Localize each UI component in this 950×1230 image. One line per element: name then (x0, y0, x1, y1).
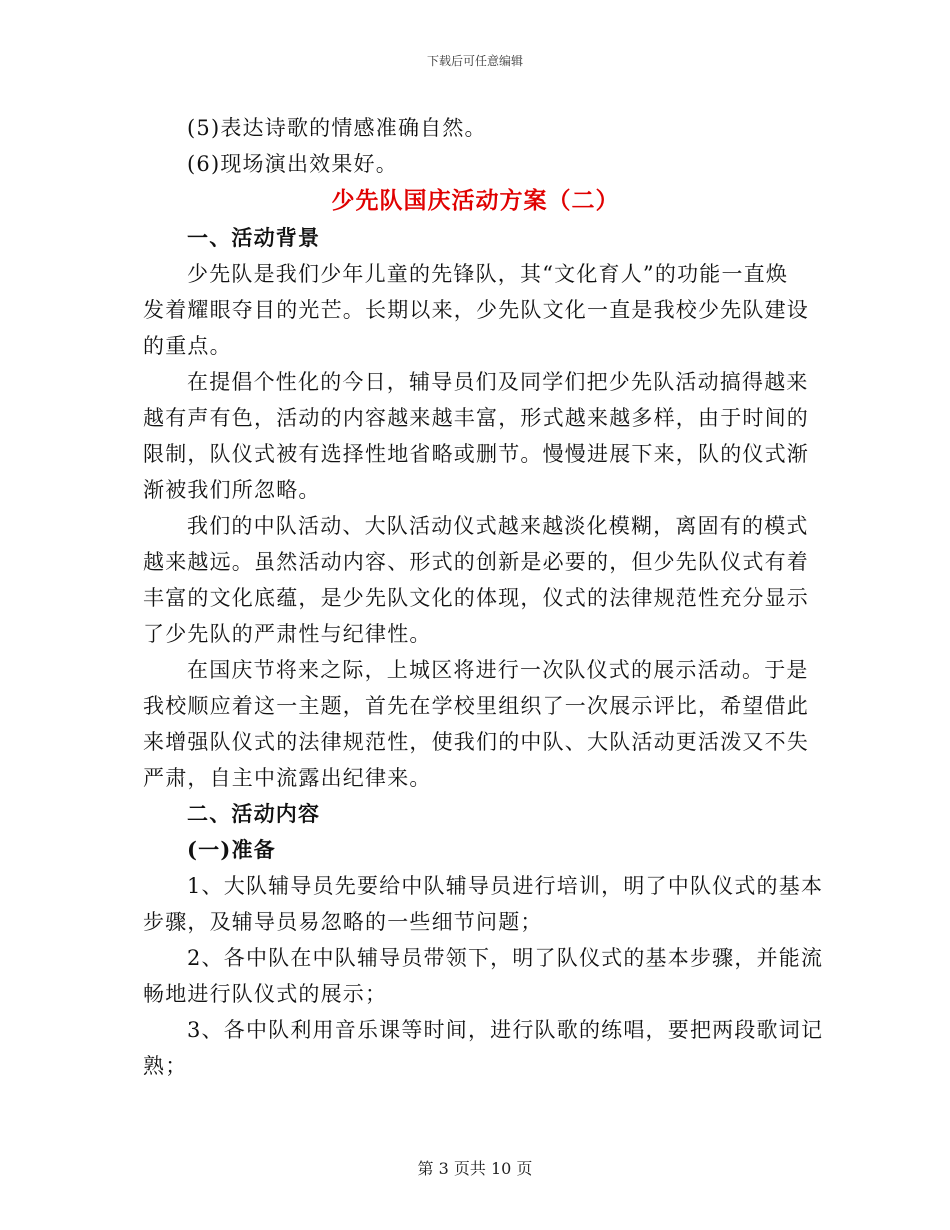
paragraph-line: 我们的中队活动、大队活动仪式越来越淡化模糊，离固有的模式 (187, 514, 809, 538)
paragraph-line: 1、大队辅导员先要给中队辅导员进行培训，明了中队仪式的基本 (187, 874, 824, 898)
step-2 (143, 940, 824, 1012)
paragraph-line: 2、各中队在中队辅导员带领下，明了队仪式的基本步骤，并能流 (187, 946, 824, 970)
paragraph-line: 限制，队仪式被有选择性地省略或删节。慢慢进展下来，队的仪式渐 (143, 442, 809, 466)
paragraph-line: 3、各中队利用音乐课等时间，进行队歌的练唱，要把两段歌词记 (187, 1018, 824, 1042)
paragraph-line: 了少先队的严肃性与纪律性。 (143, 622, 432, 646)
paragraph-line: 渐被我们所忽略。 (143, 478, 321, 502)
paragraph-1 (143, 256, 808, 364)
paragraph-line: 发着耀眼夺目的光芒。长期以来，少先队文化一直是我校少先队建设 (143, 298, 809, 322)
section-heading-background: 一、活动背景 (187, 225, 321, 250)
paragraph-line: 熟； (143, 1054, 188, 1078)
paragraph-line: 的重点。 (143, 334, 232, 358)
paragraph-2 (143, 364, 808, 508)
subsection-heading-preparation: (一)准备 (187, 837, 276, 862)
document-body (143, 110, 824, 1084)
paragraph-line: 越有声有色，活动的内容越来越丰富，形式越来越多样，由于时间的 (143, 406, 809, 430)
paragraph-line: 我校顺应着这一主题，首先在学校里组织了一次展示评比，希望借此 (143, 694, 809, 718)
document-title: 少先队国庆活动方案（二） (331, 187, 620, 214)
paragraph-line: 越来越远。虽然活动内容、形式的创新是必要的，但少先队仪式有着 (143, 550, 809, 574)
paragraph-line: 畅地进行队仪式的展示； (143, 982, 388, 1006)
paragraph-line: 严肃，自主中流露出纪律来。 (143, 766, 432, 790)
page-header: 下载后可任意编辑 (426, 54, 523, 68)
paragraph-line: 丰富的文化底蕴，是少先队文化的体现，仪式的法律规范性充分显示 (143, 586, 809, 610)
paragraph-line: 在提倡个性化的今日，辅导员们及同学们把少先队活动搞得越来 (187, 370, 809, 394)
paragraph-line: 少先队是我们少年儿童的先锋队，其“文化育人”的功能一直焕 (187, 262, 789, 286)
step-1 (143, 868, 824, 940)
paragraph-line: 来增强队仪式的法律规范性，使我们的中队、大队活动更活泼又不失 (143, 730, 809, 754)
paragraph-line: 步骤，及辅导员易忽略的一些细节问题； (143, 910, 543, 934)
paragraph-3 (143, 508, 808, 652)
section-heading-content: 二、活动内容 (187, 801, 321, 826)
page-footer: 第 3 页共 10 页 (417, 1159, 533, 1178)
paragraph-line: 在国庆节将来之际，上城区将进行一次队仪式的展示活动。于是 (187, 658, 809, 682)
criteria-item-5: (5)表达诗歌的情感准确自然。 (187, 116, 487, 140)
paragraph-4 (143, 652, 808, 796)
criteria-item-6: (6)现场演出效果好。 (187, 152, 398, 176)
step-3 (143, 1012, 824, 1084)
